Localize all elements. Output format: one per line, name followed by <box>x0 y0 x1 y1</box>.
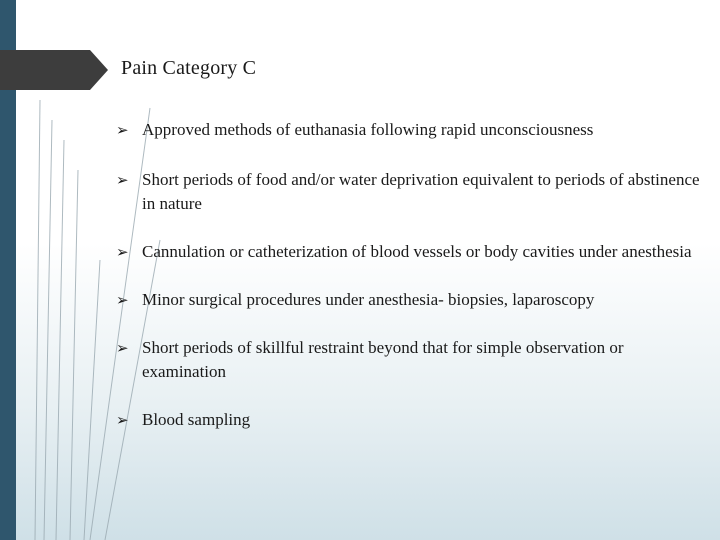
bullet-text: Cannulation or catheterization of blood vessels or body cavities under anesthesia <box>142 242 692 261</box>
list-item <box>116 118 706 142</box>
list-item <box>116 408 706 432</box>
bullet-text: Short periods of skillful restraint beyond that for simple observation or examination <box>142 338 624 381</box>
arrow-bullet-icon: ➢ <box>116 291 129 309</box>
list-item <box>116 240 706 264</box>
arrow-bullet-icon: ➢ <box>116 243 129 261</box>
bullet-text: Short periods of food and/or water deprivation equivalent to periods of abstinence in nature <box>142 170 700 213</box>
arrow-bullet-icon: ➢ <box>116 339 129 357</box>
list-item <box>116 336 706 384</box>
slide-title: Pain Category C <box>121 57 257 79</box>
bullet-text: Approved methods of euthanasia following rapid unconsciousness <box>142 120 594 139</box>
list-item <box>116 168 706 216</box>
arrow-bullet-icon: ➢ <box>116 171 129 189</box>
title-tab-shape <box>0 50 108 90</box>
bullet-text: Blood sampling <box>142 410 251 429</box>
bullet-text: Minor surgical procedures under anesthesia- biopsies, laparoscopy <box>142 290 595 309</box>
bullet-list <box>116 118 706 432</box>
arrow-bullet-icon: ➢ <box>116 411 129 429</box>
list-item <box>116 288 706 312</box>
arrow-bullet-icon: ➢ <box>116 121 129 139</box>
